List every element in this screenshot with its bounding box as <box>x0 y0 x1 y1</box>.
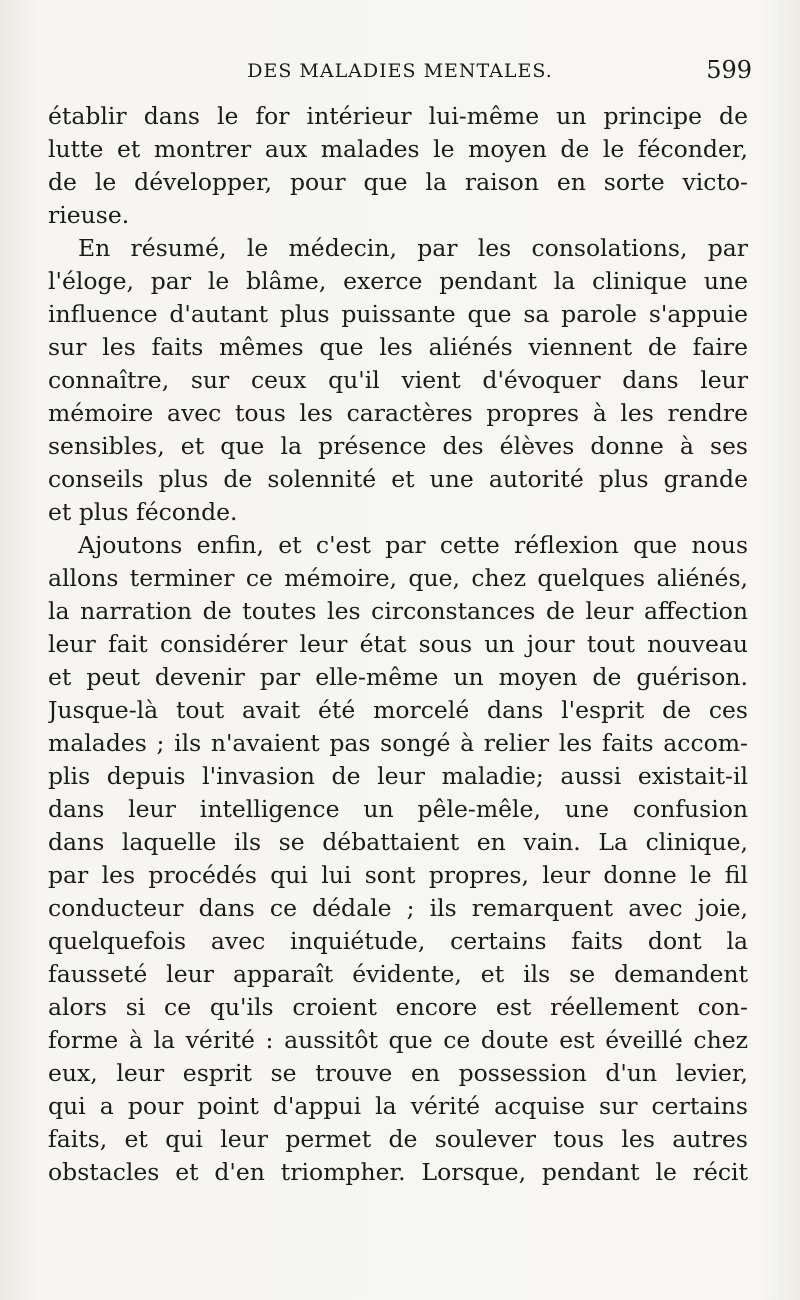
text-line: rieuse. <box>48 201 130 229</box>
text-line: lutte et montrer aux malades le moyen de le féconder, <box>48 135 748 163</box>
text-line: dans leur intelligence un pêle-mêle, une confusion <box>48 795 748 823</box>
text-line: quelquefois avec inquiétude, certains faits dont la <box>48 927 748 955</box>
text-line: connaître, sur ceux qu'il vient d'évoquer dans leur <box>48 366 748 394</box>
text-line: eux, leur esprit se trouve en possession d'un levier, <box>48 1059 748 1087</box>
text-line: établir dans le for intérieur lui-même un principe de <box>48 102 748 130</box>
text-line: de le développer, pour que la raison en sorte victo- <box>48 168 748 196</box>
text-line: plis depuis l'invasion de leur maladie; aussi existait-il <box>48 762 748 790</box>
text-line: alors si ce qu'ils croient encore est réellement con- <box>48 993 748 1021</box>
text-line: sensibles, et que la présence des élèves donne à ses <box>48 432 748 460</box>
running-head: DES MALADIES MENTALES. <box>247 60 553 82</box>
text-line: forme à la vérité : aussitôt que ce doute est éveillé chez <box>48 1026 748 1054</box>
text-line: sur les faits mêmes que les aliénés viennent de faire <box>48 333 748 361</box>
text-line: conducteur dans ce dédale ; ils remarquent avec joie, <box>48 894 748 922</box>
text-line: allons terminer ce mémoire, que, chez quelques aliénés, <box>48 564 748 592</box>
text-line: En résumé, le médecin, par les consolations, par <box>78 234 748 262</box>
page-number: 599 <box>706 56 752 84</box>
text-line: conseils plus de solennité et une autorité plus grande <box>48 465 748 493</box>
text-line: leur fait considérer leur état sous un jour tout nouveau <box>48 630 748 658</box>
text-line: et plus féconde. <box>48 498 238 526</box>
body-text <box>48 100 748 1189</box>
text-line: malades ; ils n'avaient pas songé à relier les faits accom- <box>48 729 748 757</box>
text-line: qui a pour point d'appui la vérité acquise sur certains <box>48 1092 748 1120</box>
text-line: dans laquelle ils se débattaient en vain. La clinique, <box>48 828 748 856</box>
text-line: et peut devenir par elle-même un moyen de guérison. <box>48 663 748 691</box>
text-line: fausseté leur apparaît évidente, et ils se demandent <box>48 960 748 988</box>
text-line: Ajoutons enfin, et c'est par cette réflexion que nous <box>78 531 748 559</box>
text-line: par les procédés qui lui sont propres, leur donne le fil <box>48 861 748 889</box>
text-line: l'éloge, par le blâme, exerce pendant la clinique une <box>48 267 748 295</box>
text-line: la narration de toutes les circonstances de leur affection <box>48 597 748 625</box>
text-line: Jusque-là tout avait été morcelé dans l'esprit de ces <box>48 696 748 724</box>
text-line: obstacles et d'en triompher. Lorsque, pendant le récit <box>48 1158 748 1186</box>
text-line: influence d'autant plus puissante que sa parole s'appuie <box>48 300 748 328</box>
text-line: faits, et qui leur permet de soulever tous les autres <box>48 1125 748 1153</box>
page-header <box>48 56 752 86</box>
text-line: mémoire avec tous les caractères propres à les rendre <box>48 399 748 427</box>
